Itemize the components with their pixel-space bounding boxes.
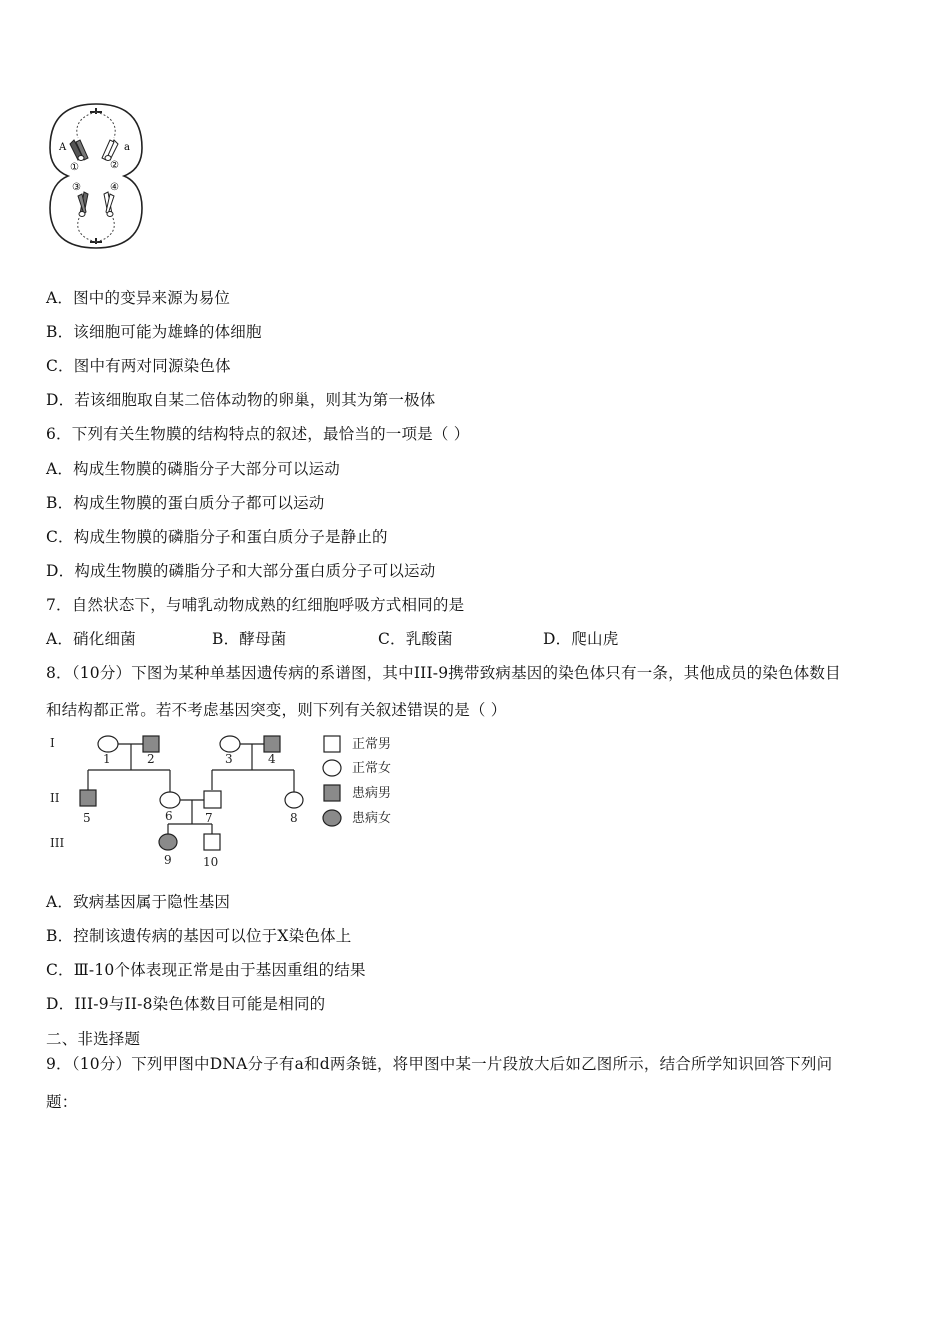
q6-option-a: A．构成生物膜的磷脂分子大部分可以运动 [46, 460, 340, 478]
q8-stem-line2: 和结构都正常。若不考虑基因突变，则下列有关叙述错误的是（ ） [46, 701, 507, 719]
member-8 [285, 792, 303, 808]
q7-option-a: A．硝化细菌 [46, 630, 136, 648]
member-1 [98, 736, 118, 752]
member-label-10: 10 [203, 855, 219, 869]
q8-option-a: A．致病基因属于隐性基因 [46, 893, 231, 911]
label-a: a [124, 142, 130, 153]
member-label-8: 8 [290, 811, 298, 825]
q5-option-a: A．图中的变异来源为易位 [46, 289, 231, 307]
cell-division-figure [44, 100, 148, 252]
member-2 [143, 736, 159, 752]
label-4: ④ [110, 182, 119, 193]
gen-I: I [50, 736, 55, 750]
legend-affected-female-icon [323, 810, 341, 826]
q8-option-c: C．Ⅲ-10个体表现正常是由于基因重组的结果 [46, 961, 366, 979]
q8-stem-line1: 8．（10分）下图为某种单基因遗传病的系谱图，其中III-9携带致病基因的染色体只有一条，其他成员的染色体数目 [46, 664, 841, 682]
member-label-2: 2 [147, 752, 155, 766]
member-label-7: 7 [205, 811, 213, 825]
gen-III: III [50, 836, 65, 850]
q5-option-c: C．图中有两对同源染色体 [46, 357, 231, 375]
q6-option-d: D．构成生物膜的磷脂分子和大部分蛋白质分子可以运动 [46, 562, 436, 580]
member-label-3: 3 [225, 752, 233, 766]
legend-affected-male: 患病男 [352, 786, 392, 801]
member-label-6: 6 [165, 809, 173, 823]
label-3: ③ [72, 182, 81, 193]
legend-affected-male-icon [324, 785, 340, 801]
q8-option-d: D．III-9与II-8染色体数目可能是相同的 [46, 995, 326, 1013]
member-6 [160, 792, 180, 808]
member-4 [264, 736, 280, 752]
q9-stem-line2: 题： [46, 1093, 78, 1111]
q7-option-b: B．酵母菌 [212, 630, 287, 648]
q6-stem: 6．下列有关生物膜的结构特点的叙述，最恰当的一项是（ ） [46, 425, 470, 443]
legend-normal-female: 正常女 [352, 761, 392, 776]
pedigree-chart [44, 730, 414, 870]
q6-option-b: B．构成生物膜的蛋白质分子都可以运动 [46, 494, 325, 512]
q7-stem: 7．自然状态下，与哺乳动物成熟的红细胞呼吸方式相同的是 [46, 596, 465, 614]
label-2: ② [110, 160, 119, 171]
legend-normal-male-icon [324, 736, 340, 752]
member-7 [204, 791, 221, 808]
member-label-9: 9 [164, 853, 172, 867]
legend-affected-female: 患病女 [352, 811, 392, 826]
member-10 [204, 834, 220, 850]
member-5 [80, 790, 96, 806]
label-1: ① [70, 162, 79, 173]
q8-option-b: B．控制该遗传病的基因可以位于X染色体上 [46, 927, 352, 945]
member-3 [220, 736, 240, 752]
q9-stem-line1: 9．（10分）下列甲图中DNA分子有a和d两条链，将甲图中某一片段放大后如乙图所示，结合所学知识回答下列问 [46, 1055, 833, 1073]
q7-option-d: D．爬山虎 [543, 630, 619, 648]
legend-normal-male: 正常男 [352, 737, 392, 752]
member-label-5: 5 [83, 811, 91, 825]
q5-option-d: D．若该细胞取自某二倍体动物的卵巢，则其为第一极体 [46, 391, 436, 409]
member-label-1: 1 [103, 752, 111, 766]
q7-option-c: C．乳酸菌 [378, 630, 453, 648]
section-2-title: 二、非选择题 [46, 1030, 141, 1048]
gen-II: II [50, 791, 60, 805]
q5-option-b: B．该细胞可能为雄蜂的体细胞 [46, 323, 262, 341]
label-A: A [59, 142, 67, 153]
member-9 [159, 834, 177, 850]
member-label-4: 4 [268, 752, 276, 766]
q6-option-c: C．构成生物膜的磷脂分子和蛋白质分子是静止的 [46, 528, 388, 546]
legend-normal-female-icon [323, 760, 341, 776]
